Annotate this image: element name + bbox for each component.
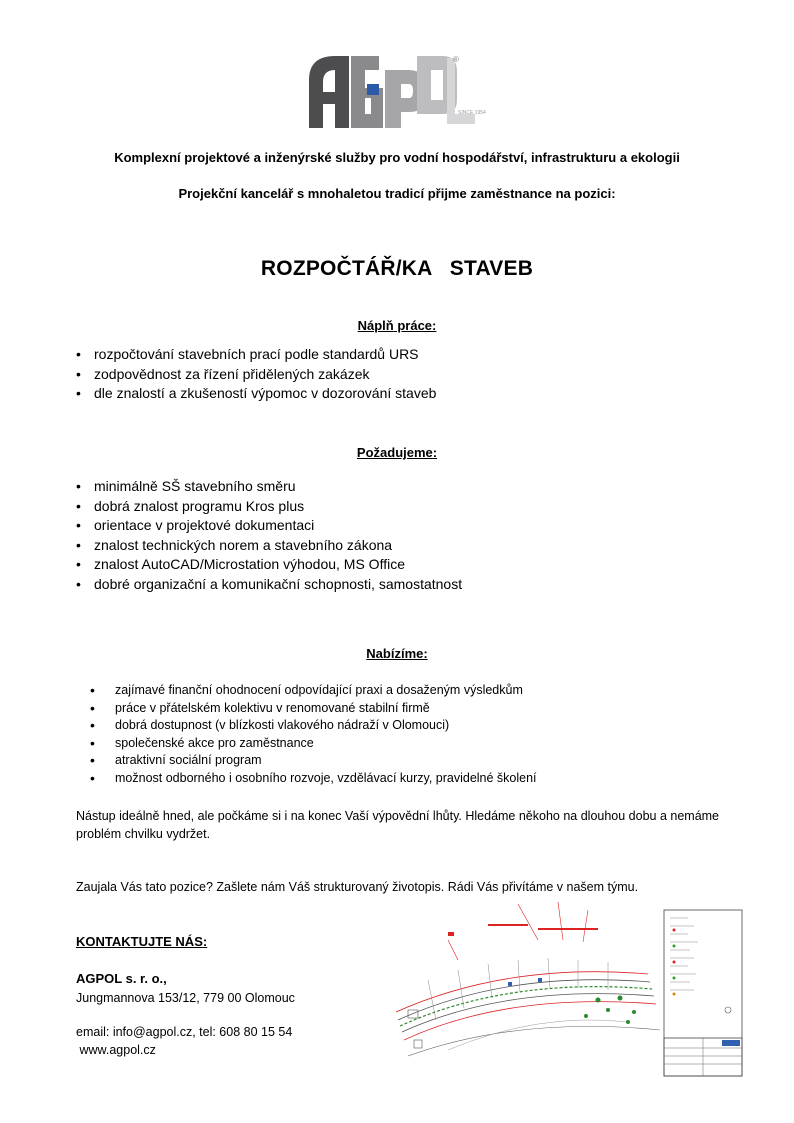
list-item: • znalost AutoCAD/Microstation výhodou, MS Office: [76, 555, 756, 575]
offers-heading-text: Nabízíme:: [366, 646, 428, 661]
list-item: • společenské akce pro zaměstnance: [88, 735, 768, 753]
list-item: • dle znalostí a zkušeností výpomoc v dozorování staveb: [76, 384, 756, 404]
engineering-drawing-image: [388, 900, 744, 1080]
call-to-action: Zaujala Vás tato pozice? Zašlete nám Váš strukturovaný životopis. Rádi Vás přivítáme v našem týmu.: [76, 880, 639, 894]
email-phone[interactable]: email: info@agpol.cz, tel: 608 80 15 54: [76, 1025, 293, 1039]
list-item: • možnost odborného i osobního rozvoje, vzdělávací kurzy, pravidelné školení: [88, 770, 768, 788]
offers-heading: [0, 646, 794, 661]
agpol-logo: [305, 48, 505, 130]
logo-graphic: [305, 48, 505, 130]
website-link[interactable]: www.agpol.cz: [76, 1043, 156, 1057]
duties-list: [76, 345, 756, 404]
list-item: • zajímavé finanční ohodnocení odpovídající praxi a dosaženým výsledkům: [88, 682, 768, 700]
list-item: • zodpovědnost za řízení přidělených zakázek: [76, 365, 756, 385]
site-plan-sketch: [388, 900, 744, 1080]
requirements-heading: [0, 445, 794, 460]
list-item: • minimálně SŠ stavebního směru: [76, 477, 756, 497]
tagline-services: Komplexní projektové a inženýrské služby pro vodní hospodářství, infrastrukturu a ekologii: [114, 150, 680, 165]
company-address: Jungmannova 153/12, 779 00 Olomouc: [76, 991, 295, 1005]
list-item: • znalost technických norem a stavebního zákona: [76, 536, 756, 556]
list-item: • rozpočtování stavebních prací podle standardů URS: [76, 345, 756, 365]
list-item: • dobrá dostupnost (v blízkosti vlakového nádraží v Olomouci): [88, 717, 768, 735]
list-item: • orientace v projektové dokumentaci: [76, 516, 756, 536]
list-item: • dobré organizační a komunikační schopnosti, samostatnost: [76, 575, 756, 595]
registered-mark: ®: [453, 55, 459, 64]
requirements-heading-text: Požadujeme:: [356, 445, 438, 460]
list-item: • dobrá znalost programu Kros plus: [76, 497, 756, 517]
start-paragraph: Nástup ideálně hned, ale počkáme si i na konec Vaší výpovědní lhůty. Hledáme někoho na dlouhou dobu a nemáme problém chvilku vydržet.: [76, 809, 720, 841]
job-title-text: ROZPOČTÁŘ/KA STAVEB: [260, 257, 534, 280]
offers-list: [88, 682, 768, 788]
contact-heading: KONTAKTUJTE NÁS:: [76, 934, 208, 949]
duties-heading-text: Náplň práce:: [357, 318, 437, 333]
duties-heading: [0, 318, 794, 333]
company-name: AGPOL s. r. o.,: [76, 971, 167, 986]
job-title: [0, 257, 794, 281]
list-item: • atraktivní sociální program: [88, 752, 768, 770]
tagline-hiring: Projekční kancelář s mnohaletou tradicí přijme zaměstnance na pozici:: [178, 186, 616, 201]
since-label: SINCE 1954: [458, 110, 486, 116]
list-item: • práce v přátelském kolektivu v renomované stabilní firmě: [88, 700, 768, 718]
requirements-list: [76, 477, 756, 594]
